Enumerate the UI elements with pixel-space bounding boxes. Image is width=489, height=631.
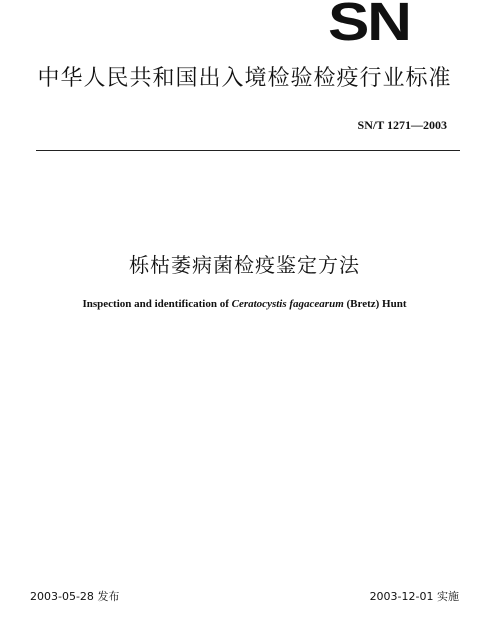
issue-date-block — [30, 589, 119, 605]
issue-date: 2003-05-28 — [30, 590, 94, 603]
chinese-title: 栎枯萎病菌检疫鉴定方法 — [129, 253, 360, 277]
standard-code: SN/T 1271—2003 — [357, 118, 447, 132]
english-title-genus: Ceratocystis — [231, 298, 287, 310]
issue-label: 发布 — [97, 590, 120, 603]
english-title-species: fagacearum — [289, 298, 344, 310]
implementation-label: 实施 — [437, 590, 459, 603]
header-divider — [36, 150, 460, 151]
organization-title: 中华人民共和国出入境检验检疫行业标准 — [37, 66, 452, 91]
english-title-suffix: (Bretz) Hunt — [346, 298, 407, 310]
implementation-date: 2003-12-01 — [369, 590, 434, 603]
implementation-date-block — [370, 589, 459, 605]
english-title — [0, 296, 489, 312]
sn-logo: SN — [328, 0, 410, 44]
english-title-prefix: Inspection and identification of — [82, 298, 229, 310]
